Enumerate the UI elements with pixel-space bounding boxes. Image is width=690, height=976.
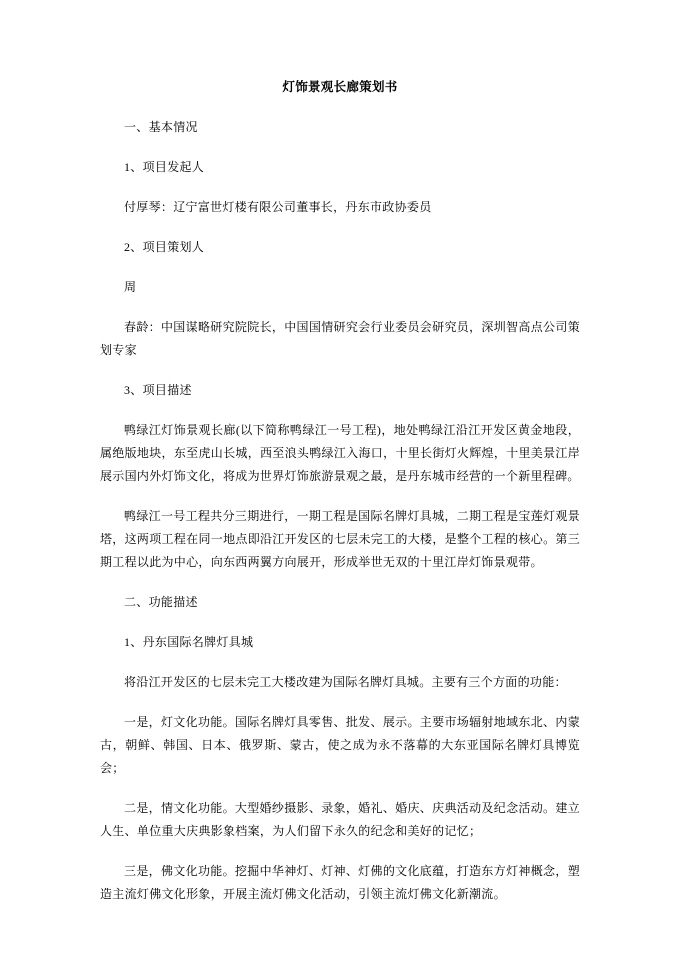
paragraph-body: 鸭绿江一号工程共分三期进行，一期工程是国际名牌灯具城，二期工程是宝莲灯观景塔，这两项工程在同一地点即沿江开发区的七层未完工的大楼，是整个工程的核心。第三期工程以此为中心，向东西两翼方向展开，形成举世无双的十里江岸灯饰景观带。: [100, 509, 580, 569]
paragraph-subsection-heading: 2、项目策划人: [124, 240, 205, 254]
paragraph-section-heading: 一、基本情况: [124, 120, 198, 134]
paragraph-body: 一是，灯文化功能。国际名牌灯具零售、批发、展示。主要市场辐射地域东北、内蒙古，朝鲜、韩国、日本、俄罗斯、蒙古，使之成为永不落幕的大东亚国际名牌灯具博览会；: [100, 715, 580, 775]
paragraph-subsection-heading: 1、项目发起人: [124, 160, 205, 174]
paragraph-body: 春龄：中国谋略研究院院长，中国国情研究会行业委员会研究员，深圳智高点公司策划专家: [100, 320, 580, 357]
paragraph-body: 周: [124, 280, 137, 294]
paragraph-body: 三是，佛文化功能。挖掘中华神灯、灯神、灯佛的文化底蕴，打造东方灯神概念，塑造主流灯佛文化形象，开展主流灯佛文化活动，引领主流灯佛文化新潮流。: [100, 864, 580, 901]
paragraph-body: 鸭绿江灯饰景观长廊(以下简称鸭绿江一号工程)，地处鸭绿江沿江开发区黄金地段，属绝版地块，东至虎山长城，西至浪头鸭绿江入海口，十里长街灯火辉煌，十里美景江岸展示国内外灯饰文化，将成为世界灯饰旅游景观之最，是丹东城市经营的一个新里程碑。: [100, 423, 580, 483]
paragraph-body: 将沿江开发区的七层未完工大楼改建为国际名牌灯具城。主要有三个方面的功能：: [124, 675, 567, 689]
paragraph-body: 付厚琴：辽宁富世灯楼有限公司董事长，丹东市政协委员: [124, 200, 432, 214]
document-title: 灯饰景观长廊策划书: [282, 80, 398, 94]
paragraph-body: 二是，情文化功能。大型婚纱摄影、录象，婚礼、婚庆、庆典活动及纪念活动。建立人生、单位重大庆典影象档案，为人们留下永久的纪念和美好的记忆；: [100, 801, 580, 838]
paragraph-section-heading: 二、功能描述: [124, 595, 198, 609]
paragraph-subsection-heading: 3、项目描述: [124, 383, 192, 397]
paragraph-subsection-heading: 1、丹东国际名牌灯具城: [124, 635, 254, 649]
